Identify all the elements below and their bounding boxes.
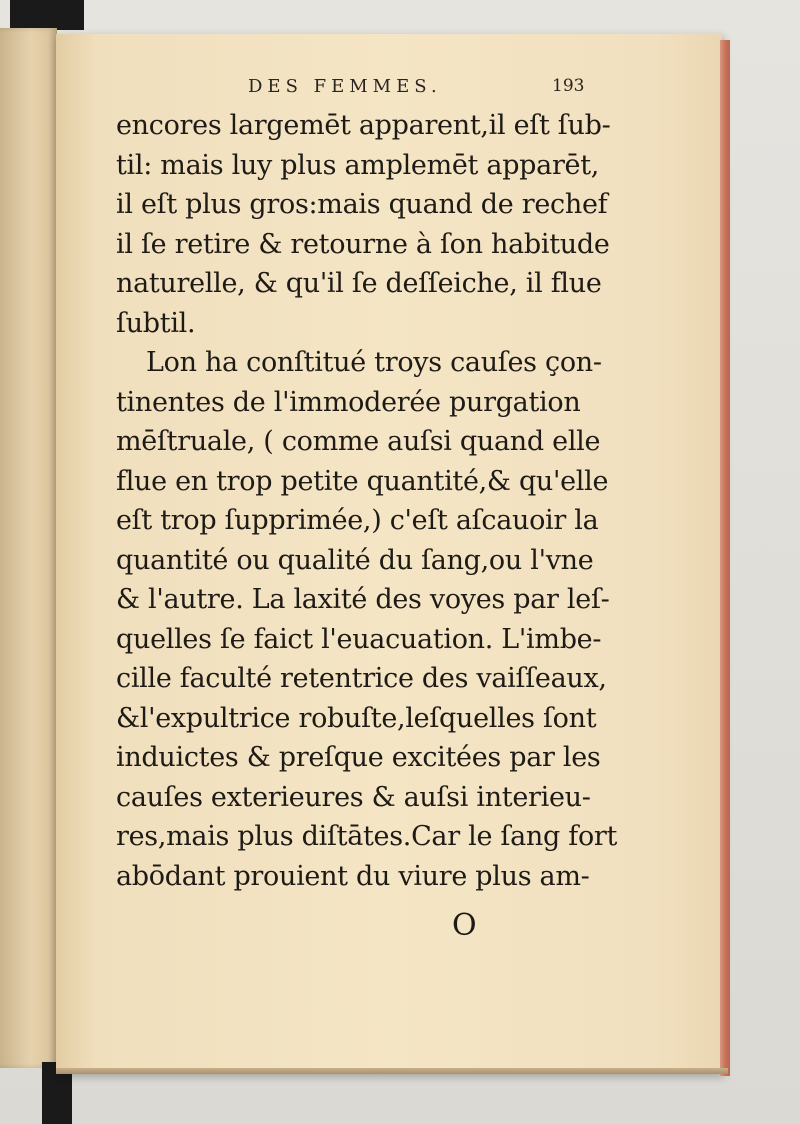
body-text [116,106,618,896]
text-line: quelles ſe faict l'euacuation. L'imbe- [116,623,602,655]
facing-page-edge [0,28,57,1068]
top-binding-tab [10,0,84,30]
text-line: res,mais plus diſtātes.Car le ſang fort [116,821,618,852]
page-fore-edge [720,40,730,1076]
text-line: encores largemēt apparent,il eſt ſub- [116,110,611,141]
text-line: ſubtil. [116,307,196,339]
text-line: tinentes de l'immoderée purgation [116,386,581,418]
text-line: induictes & preſque excitées par les [116,742,601,773]
text-line: flue en trop petite quantité,& qu'elle [116,465,609,497]
page-bottom-edge [56,1068,728,1074]
text-line: mēſtruale, ( comme auſsi quand elle [116,426,601,457]
text-line: naturelle, & qu'il ſe deſſeiche, il flue [116,268,602,299]
text-line: cauſes exterieures & auſsi interieu- [116,781,591,813]
running-head: DES FEMMES. [248,76,442,97]
text-line: abōdant prouient du viure plus am- [116,860,590,892]
text-line: & l'autre. La laxité des voyes par leſ- [116,584,610,615]
text-line: &l'expultrice robuſte,leſquelles ſont [116,702,597,734]
text-line: il eſt plus gros:mais quand de rechef [116,189,608,220]
text-line: cille faculté retentrice des vaiſſeaux, [116,663,607,694]
page-number: 193 [552,76,585,96]
text-line: til: mais luy plus amplemēt apparēt, [116,149,600,181]
text-line: eſt trop ſupprimée,) c'eſt aſcauoir la [116,505,599,536]
text-line: quantité ou qualité du ſang,ou l'vne [116,544,594,576]
page-header [200,76,600,102]
text-line: il ſe retire & retourne à ſon habitude [116,228,610,260]
signature-mark: O [452,908,477,943]
paragraph-start-line: Lon ha conſtitué troys cauſes ҫon- [146,347,602,378]
